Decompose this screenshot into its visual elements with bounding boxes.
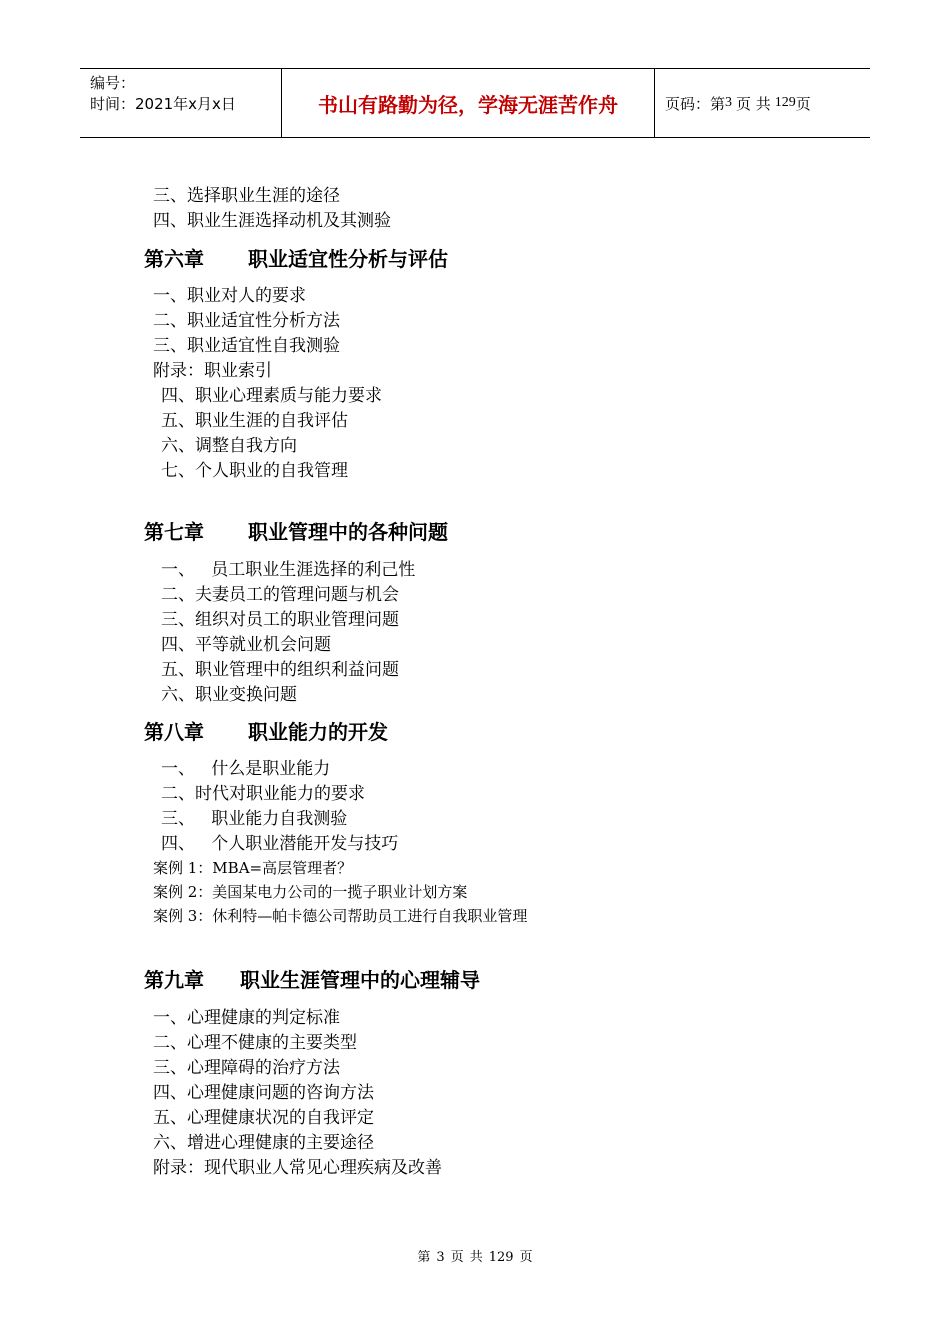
- chapter-title: 职业能力的开发: [248, 720, 388, 744]
- chapter-number: 第八章: [144, 720, 204, 744]
- toc-line: 四、职业生涯选择动机及其测验: [153, 211, 391, 231]
- toc-line: 二、职业适宜性分析方法: [153, 311, 340, 331]
- footer-page-total: 129: [488, 1250, 514, 1265]
- chapter-title: 职业生涯管理中的心理辅导: [240, 968, 480, 992]
- page-mid: 页 共: [736, 94, 771, 113]
- toc-line: 三、职业适宜性自我测验: [153, 336, 340, 356]
- toc-line: 一、职业对人的要求: [153, 286, 306, 306]
- toc-line: 二、夫妻员工的管理问题与机会: [161, 585, 399, 605]
- toc-line: 三、组织对员工的职业管理问题: [161, 610, 399, 630]
- footer-ye: 页: [519, 1250, 533, 1265]
- header-motto: 书山有路勤为径，学海无涯苦作舟: [282, 69, 655, 137]
- page-suffix: 页: [795, 94, 811, 113]
- toc-line: 六、调整自我方向: [161, 436, 297, 456]
- footer-ye: 页: [450, 1250, 464, 1265]
- toc-line: 三、心理障碍的治疗方法: [153, 1058, 340, 1078]
- case-line: 案例 1：MBA=高层管理者？: [153, 859, 353, 877]
- toc-line: 六、职业变换问题: [161, 685, 297, 705]
- chapter-heading: [144, 967, 480, 993]
- toc-line: 附录：现代职业人常见心理疾病及改善: [153, 1158, 442, 1178]
- chapter-title: 职业管理中的各种问题: [248, 520, 448, 544]
- chapter-number: 第六章: [144, 247, 204, 271]
- chapter-title: 职业适宜性分析与评估: [248, 247, 448, 271]
- case-line: 案例 2：美国某电力公司的一揽子职业计划方案: [153, 883, 468, 901]
- chapter-heading: [144, 519, 448, 545]
- chapter-number: 第七章: [144, 520, 204, 544]
- toc-line: 二、心理不健康的主要类型: [153, 1033, 357, 1053]
- page-header: [80, 68, 870, 138]
- toc-line: 七、个人职业的自我管理: [161, 461, 348, 481]
- toc-line: 一、 员工职业生涯选择的利己性: [161, 560, 416, 580]
- page-number: 3: [725, 95, 733, 110]
- toc-line: 三、 职业能力自我测验: [161, 809, 348, 829]
- toc-line: 四、职业心理素质与能力要求: [161, 386, 382, 406]
- toc-line: 附录：职业索引: [153, 361, 272, 381]
- toc-line: 四、平等就业机会问题: [161, 635, 331, 655]
- toc-line: 一、 什么是职业能力: [161, 759, 331, 779]
- toc-line: 一、心理健康的判定标准: [153, 1008, 340, 1028]
- header-page-info: [655, 69, 870, 137]
- footer-di: 第: [417, 1250, 431, 1265]
- toc-line: 五、职业生涯的自我评估: [161, 411, 348, 431]
- page-prefix: 页码：第: [665, 94, 726, 113]
- toc-line: 五、心理健康状况的自我评定: [153, 1108, 374, 1128]
- chapter-heading: [144, 246, 448, 272]
- page-footer: [0, 1246, 950, 1265]
- chapter-number: 第九章: [144, 968, 204, 992]
- number-label: 编号：: [90, 74, 136, 92]
- toc-line: 三、选择职业生涯的途径: [153, 186, 340, 206]
- toc-line: 六、增进心理健康的主要途径: [153, 1133, 374, 1153]
- page-total: 129: [774, 95, 796, 110]
- toc-line: 四、 个人职业潜能开发与技巧: [161, 834, 399, 854]
- chapter-heading: [144, 719, 388, 745]
- footer-gong: 共: [469, 1250, 483, 1265]
- time-label: 时间：2021年x月x日: [90, 95, 236, 113]
- case-line: 案例 3：休利特—帕卡德公司帮助员工进行自我职业管理: [153, 907, 528, 925]
- header-meta: [80, 69, 282, 137]
- footer-page-number: 3: [436, 1250, 445, 1265]
- toc-line: 四、心理健康问题的咨询方法: [153, 1083, 374, 1103]
- toc-line: 五、职业管理中的组织利益问题: [161, 660, 399, 680]
- toc-line: 二、时代对职业能力的要求: [161, 784, 365, 804]
